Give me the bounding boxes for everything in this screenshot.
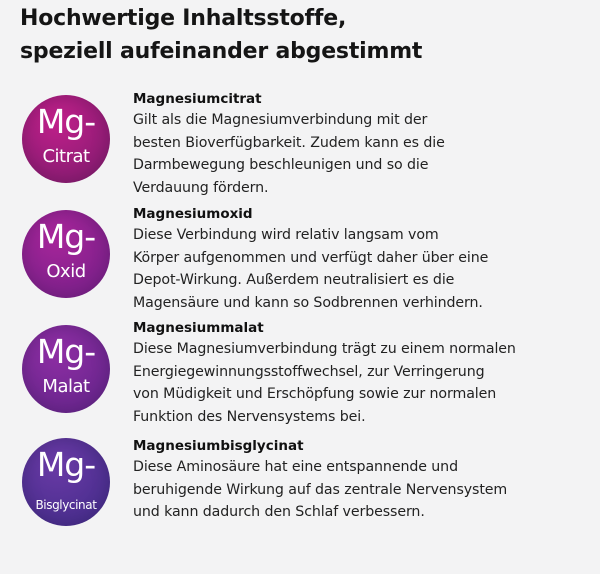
ingredient-text	[133, 90, 593, 200]
ingredient-description: Gilt als die Magnesiumverbindung mit der besten Bioverfügbarkeit. Zudem kann es die Darmbewegung beschleunigen und so die Verdauung fördern.	[133, 112, 445, 197]
mg-oxid-badge-icon	[22, 210, 110, 298]
ingredient-description: Diese Aminosäure hat eine entspannende und beruhigende Wirkung auf das zentrale Nervensystem und kann dadurch den Schlaf verbessern.	[133, 459, 508, 521]
ingredient-description: Diese Verbindung wird relativ langsam vom Körper aufgenommen und verfügt daher über eine Depot-Wirkung. Außerdem neutralisiert es die Magensäure und kann so Sodbrennen verhindern.	[133, 227, 489, 312]
badge-subtitle: Citrat	[42, 146, 90, 167]
ingredient-title: Magnesiummalat	[133, 320, 264, 336]
heading-line-1: Hochwertige Inhaltsstoffe,	[20, 6, 347, 31]
ingredient-text	[133, 437, 593, 524]
mg-bisglycinat-badge-icon	[22, 438, 110, 526]
badge-symbol: Mg-	[36, 445, 96, 484]
badge-subtitle: Malat	[42, 376, 90, 397]
ingredient-title: Magnesiumcitrat	[133, 91, 262, 107]
ingredient-title: Magnesiumbisglycinat	[133, 438, 304, 454]
mg-citrat-badge-icon	[22, 95, 110, 183]
badge-subtitle: Oxid	[46, 261, 86, 282]
page-heading	[20, 2, 422, 68]
badge-symbol: Mg-	[36, 102, 96, 141]
ingredient-title: Magnesiumoxid	[133, 206, 253, 222]
mg-malat-badge-icon	[22, 325, 110, 413]
badge-symbol: Mg-	[36, 332, 96, 371]
badge-symbol: Mg-	[36, 217, 96, 256]
heading-line-2: speziell aufeinander abgestimmt	[20, 39, 423, 64]
ingredient-text	[133, 205, 593, 315]
badge-subtitle: Bisglycinat	[35, 498, 97, 512]
ingredient-description: Diese Magnesiumverbindung trägt zu einem normalen Energiegewinnungsstoffwechsel, zur Verringerung von Müdigkeit und Erschöpfung sowie zur normalen Funktion des Nervensystems bei.	[133, 341, 516, 426]
ingredient-text	[133, 319, 593, 429]
